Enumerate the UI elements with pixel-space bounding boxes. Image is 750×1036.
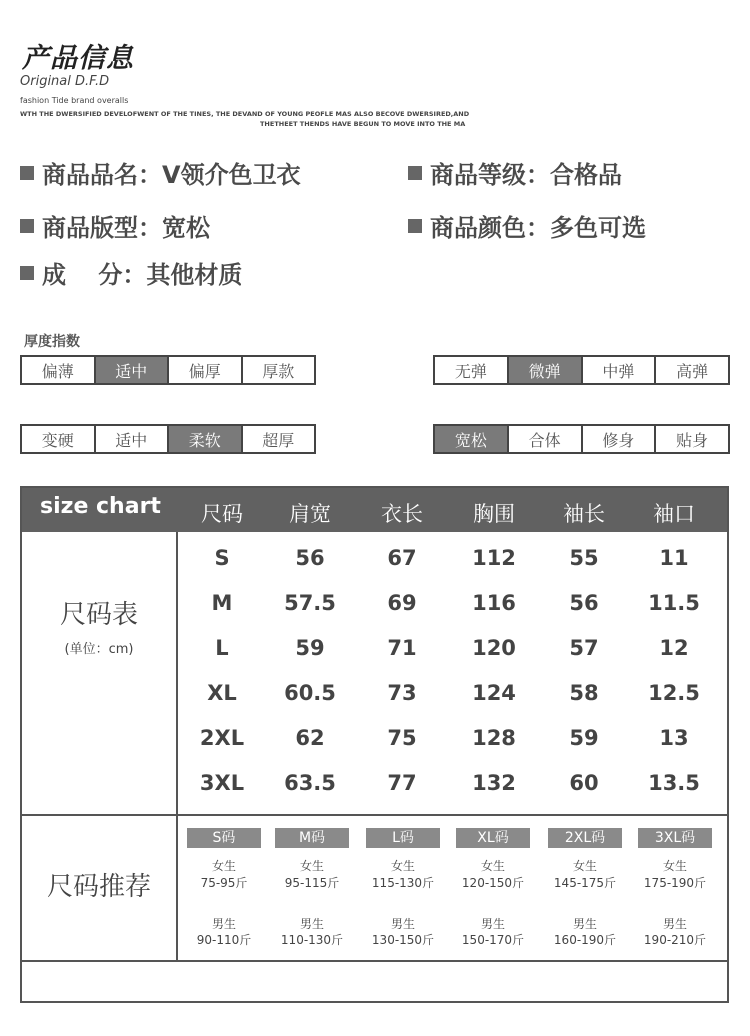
table-cell: 63.5 [284,771,336,795]
info-material [20,255,242,290]
recommend-text: 女生 [390,859,415,873]
table-cell: 56 [295,546,325,570]
table-cell: 69 [387,591,417,615]
scale-option: 偏薄 [22,357,96,383]
table-cell: 128 [472,726,516,750]
scale-option: 变硬 [22,426,96,452]
recommend-text: 115-130斤 [371,876,435,890]
recommend-text: 女生 [572,859,597,873]
table-cell: 77 [387,771,417,795]
softness-scale [20,424,316,454]
size-badge: L码 [366,828,440,848]
scale-option: 修身 [583,426,657,452]
table-cell: 60 [569,771,599,795]
table-cell: 12.5 [648,681,700,705]
square-bullet-icon [20,166,34,180]
size-chart-table [20,486,729,1003]
info-grade [408,155,622,190]
thickness-scale [20,355,316,385]
recommend-text: 110-130斤 [280,933,344,947]
recommend-text: 女生 [299,859,324,873]
table-cell: 120 [472,636,516,660]
unit-label: (单位：cm) [64,642,134,657]
table-cell: 59 [569,726,599,750]
recommend-text: 95-115斤 [284,876,340,890]
brand-tagline: fashion Tide brand overalls [20,96,129,105]
table-cell: 11.5 [648,591,700,615]
recommend-text: 女生 [211,859,236,873]
square-bullet-icon [20,266,34,280]
column-header: 袖口 [653,502,695,526]
scale-option: 宽松 [435,426,509,452]
scale-option: 厚款 [262,361,295,381]
divider [22,960,727,962]
recommend-text: 175-190斤 [643,876,707,890]
info-text: 成 分：其他材质 [42,261,243,289]
square-bullet-icon [20,219,34,233]
column-header: 尺码 [201,502,243,526]
divider [22,814,727,816]
recommend-text: 150-170斤 [461,933,525,947]
size-table-label: 尺码表 [59,600,138,630]
recommend-text: 145-175斤 [553,876,617,890]
size-badge: 3XL码 [638,828,712,848]
table-cell: L [215,636,229,660]
table-cell: 62 [295,726,325,750]
recommend-text: 男生 [299,917,324,931]
table-cell: 3XL [199,771,245,795]
size-recommend-label: 尺码推荐 [46,872,151,902]
slogan-line-1: WTH THE DWERSIFIED DEVELOFWENT OF THE TINES, THE DEVAND OF YOUNG PEOFLE MAS ALSO BECOVE DWERSIRED,AND [20,110,470,118]
column-header: 袖长 [563,502,605,526]
info-text: 商品等级：合格品 [430,161,622,189]
info-text: 商品品名：V领介色卫衣 [42,161,301,189]
recommend-text: 130-150斤 [371,933,435,947]
square-bullet-icon [408,219,422,233]
recommend-text: 男生 [572,917,597,931]
size-chart-header [22,488,727,532]
table-cell: 124 [472,681,516,705]
slogan-line-2: THETHEET THENDS HAVE BEGUN TO MOVE INTO THE MA [260,120,466,128]
square-bullet-icon [408,166,422,180]
recommend-text: 160-190斤 [553,933,617,947]
info-color [408,208,646,243]
recommend-text: 男生 [211,917,236,931]
size-chart-heading: size chart [40,494,161,519]
recommend-text: 女生 [480,859,505,873]
table-cell: 55 [569,546,599,570]
table-cell: M [211,591,233,615]
divider [176,532,178,962]
recommend-text: 男生 [480,917,505,931]
page-title: 产品信息 [22,43,134,74]
scale-option: 中弹 [583,357,657,383]
scale-option: 微弹 [509,357,583,383]
fit-scale [433,424,730,454]
size-badge: XL码 [456,828,530,848]
table-cell: 59 [295,636,325,660]
table-cell: 75 [387,726,417,750]
scale-option: 合体 [509,426,583,452]
scale-option: 偏厚 [169,357,243,383]
recommend-text: 190-210斤 [643,933,707,947]
table-cell: 116 [472,591,516,615]
table-cell: 2XL [199,726,245,750]
table-cell: 12 [659,636,689,660]
table-cell: 13 [659,726,689,750]
table-cell: 56 [569,591,599,615]
column-header: 肩宽 [289,502,331,526]
table-cell: 11 [659,546,689,570]
scale-option: 无弹 [435,357,509,383]
scale-option: 贴身 [676,430,709,450]
thickness-label: 厚度指数 [24,334,80,350]
column-header: 胸围 [473,502,515,526]
recommend-text: 75-95斤 [200,876,248,890]
table-cell: 60.5 [284,681,336,705]
table-cell: 57 [569,636,599,660]
table-cell: 57.5 [284,591,336,615]
table-cell: 112 [472,546,516,570]
info-product-name [20,155,301,190]
recommend-text: 120-150斤 [461,876,525,890]
size-badge: 2XL码 [548,828,622,848]
info-text: 商品版型：宽松 [42,214,210,242]
column-header: 衣长 [381,502,423,526]
size-badge: M码 [275,828,349,848]
table-cell: 58 [569,681,599,705]
scale-option: 高弹 [676,361,709,381]
table-cell: 71 [387,636,417,660]
elasticity-scale [433,355,730,385]
info-text: 商品颜色：多色可选 [430,214,646,242]
recommend-text: 男生 [662,917,687,931]
recommend-text: 男生 [390,917,415,931]
info-fit [20,208,210,243]
table-cell: 67 [387,546,417,570]
scale-option: 适中 [96,357,170,383]
table-cell: 73 [387,681,417,705]
size-badge: S码 [187,828,261,848]
table-cell: XL [207,681,237,705]
recommend-text: 女生 [662,859,687,873]
scale-option: 超厚 [262,430,295,450]
brand-name: Original D.F.D [20,74,110,89]
table-cell: 132 [472,771,516,795]
scale-option: 柔软 [169,426,243,452]
table-cell: S [214,546,230,570]
scale-option: 适中 [96,426,170,452]
table-cell: 13.5 [648,771,700,795]
recommend-text: 90-110斤 [196,933,252,947]
